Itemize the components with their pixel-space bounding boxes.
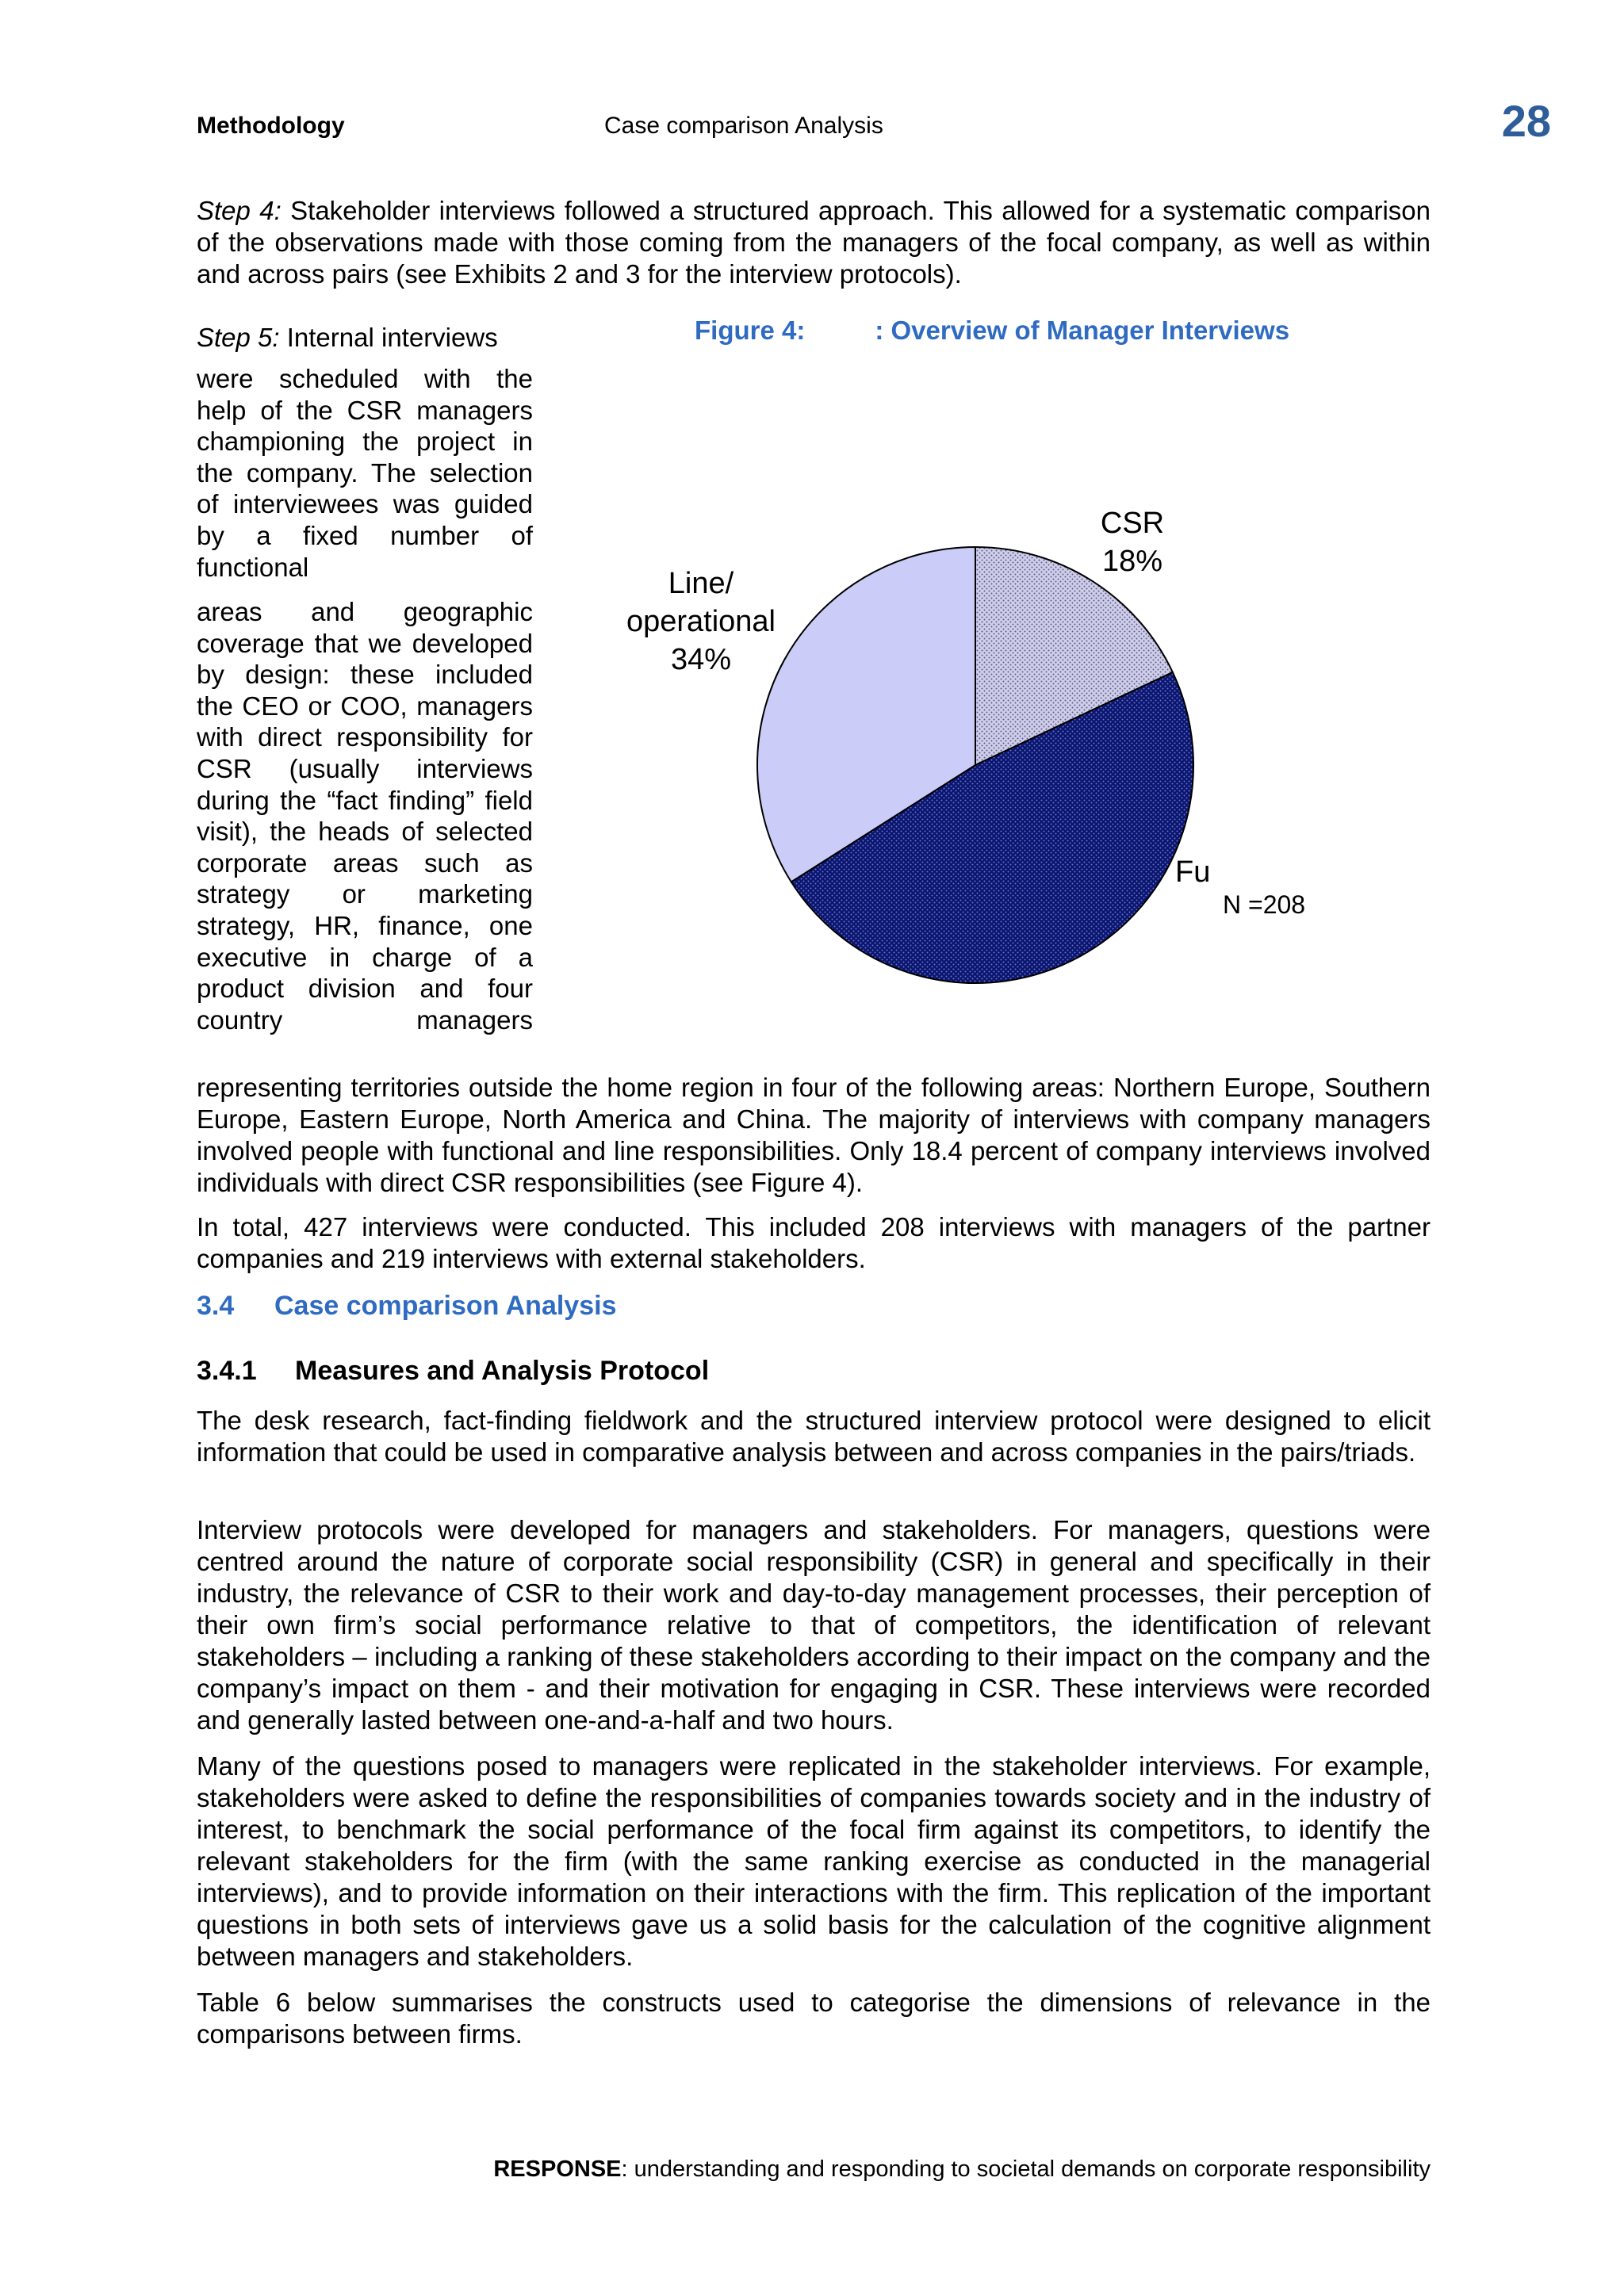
figure-caption: : Overview of Manager Interviews	[875, 316, 1290, 345]
paragraph-protocols: Interview protocols were developed for managers and stakeholders. For managers, questions were centred around the nature of corporate social responsibility (CSR) in general and specifically in their industry, the relevance of CSR to their work and day-to-day management processes, their perception of their own firm’s social performance relative to that of competitors, the identification of relevant stakeholders – including a ranking of these stakeholders according to their impact on the company and the company’s impact on them - and their motivation for engaging in CSR. These interviews were recorded and generally lasted between one-and-a-half and two hours.	[197, 1515, 1431, 1735]
step4-label: Step 4:	[197, 196, 282, 225]
figure-title	[695, 316, 1289, 346]
step5-label: Step 5:	[197, 323, 280, 352]
section-3-4-1-heading	[197, 1356, 709, 1387]
pie-label-3-line-3: 34%	[670, 643, 732, 676]
section-3-4-1-title: Measures and Analysis Protocol	[295, 1356, 710, 1386]
pie-note: N =208	[1223, 890, 1306, 919]
pie-label-3-line-2: operational	[626, 605, 776, 638]
header-chapter: Case comparison Analysis	[604, 113, 883, 139]
step5-text-c: areas and geographic coverage that we developed by design: these included the CEO or COO, managers with direct responsibility for CSR (usually interviews during the “fact finding” field visit), the heads of selected corporate areas such as strategy or marketing strategy, HR, finance, one executive in charge of a product division and four country managers	[197, 597, 533, 1035]
pie-label-2-line-1: Fu	[1175, 855, 1211, 889]
step5-text-b: were scheduled with the help of the CSR managers championing the project in the company. The selection of interviewees was guided by a fixed number of functional	[197, 364, 533, 582]
paragraph-desk: The desk research, fact-finding fieldwork and the structured interview protocol were designed to elicit information that could be used in comparative analysis between and across companies in the pairs/triads.	[197, 1406, 1431, 1467]
footer	[493, 2156, 1431, 2183]
footer-brand: RESPONSE	[493, 2156, 622, 2182]
step5-first-line	[197, 322, 542, 354]
pie-chart	[603, 476, 1411, 999]
section-3-4-1-number: 3.4.1	[197, 1356, 257, 1386]
pie-label-3-line-1: Line/	[668, 567, 734, 600]
page-number: 28	[1501, 96, 1551, 146]
section-3-4-number: 3.4	[197, 1291, 235, 1321]
paragraph-total: In total, 427 interviews were conducted. This included 208 interviews with managers of the partner companies and 219 interviews with external stakeholders.	[197, 1212, 1431, 1273]
pie-label-1-line-1: CSR	[1100, 507, 1165, 540]
paragraph-table6: Table 6 below summarises the constructs used to categorise the dimensions of relevance in the comparisons between firms.	[197, 1988, 1431, 2049]
paragraph-many: Many of the questions posed to managers were replicated in the stakeholder interviews. For example, stakeholders were asked to define the responsibilities of companies towards society and in the industry of interest, to benchmark the social performance of the focal firm against its competitors, to identify the relevant stakeholders for the firm (with the same ranking exercise as conducted in the managerial interviews), and to provide information on their interactions with the firm. This replication of the important questions in both sets of interviews gave us a solid basis for the calculation of the cognitive alignment between managers and stakeholders.	[197, 1751, 1431, 1971]
step4-paragraph	[197, 195, 1431, 290]
figure-label: Figure 4:	[695, 316, 806, 345]
footer-text: : understanding and responding to societal demands on corporate responsibility	[621, 2156, 1431, 2182]
section-3-4-title: Case comparison Analysis	[274, 1291, 617, 1321]
header-section: Methodology	[197, 113, 345, 139]
step5-text-d: representing territories outside the home region in four of the following areas: Northern Europe, Southern Europe, Eastern Europe, North America and China. The majority of interviews with company managers involved people with functional and line responsibilities. Only 18.4 percent of company interviews involved individuals with direct CSR responsibilities (see Figure 4).	[197, 1073, 1431, 1197]
step5-text-a: Internal interviews	[279, 323, 498, 352]
section-3-4-heading	[197, 1291, 616, 1322]
step4-text: Stakeholder interviews followed a structured approach. This allowed for a systematic comparison of the observations made with those coming from the managers of the focal company, as well as within and across pairs (see Exhibits 2 and 3 for the interview protocols).	[197, 196, 1431, 289]
pie-label-1-line-2: 18%	[1101, 545, 1163, 578]
